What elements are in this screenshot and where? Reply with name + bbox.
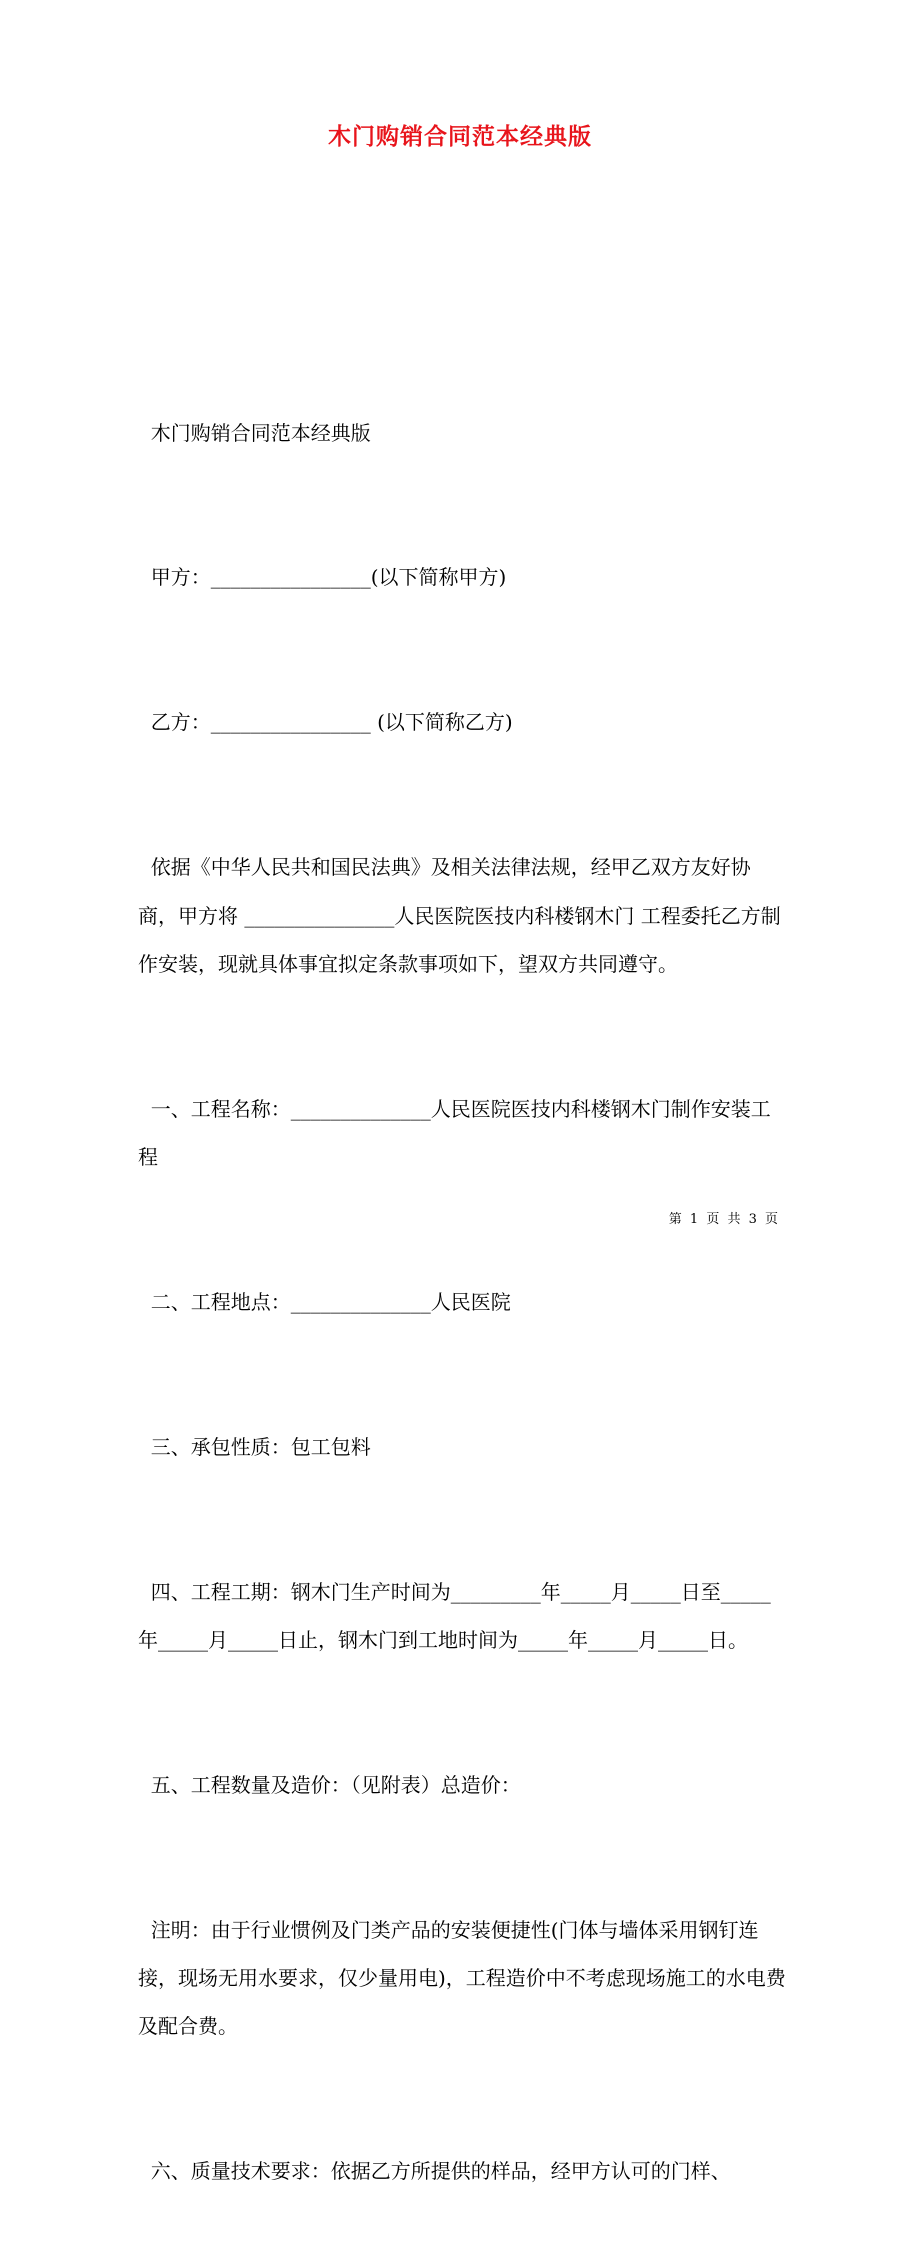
paragraph-note: 注明：由于行业惯例及门类产品的安装便捷性(门体与墙体采用钢钉连接，现场无用水要求，仅少量用电)，工程造价中不考虑现场施工的水电费及配合费。	[138, 1917, 786, 2039]
document-title: 木门购销合同范本经典版	[328, 123, 592, 150]
document-body	[138, 312, 786, 2244]
paragraph-project-name: 一、工程名称：______________人民医院医技内科楼钢木门制作安装工程	[138, 1096, 771, 1170]
paragraph-quality: 六、质量技术要求：依据乙方所提供的样品，经甲方认可的门样、	[138, 2159, 731, 2184]
paragraph-subtitle: 木门购销合同范本经典版	[138, 420, 371, 445]
paragraph-schedule: 四、工程工期：钢木门生产时间为_________年_____月_____日至_____年_____月_____日止，钢木门到工地时间为_____年_____月_____日。	[138, 1579, 771, 1653]
paragraph-project-location: 二、工程地点：______________人民医院	[138, 1289, 511, 1314]
paragraph-contract-type: 三、承包性质：包工包料	[138, 1434, 371, 1459]
page-number: 第 1 页 共 3 页	[668, 1212, 780, 1227]
paragraph-party-b: 乙方：________________ (以下简称乙方)	[138, 710, 513, 735]
paragraph-party-a: 甲方：________________(以下简称甲方)	[138, 565, 507, 590]
paragraph-quantity-price: 五、工程数量及造价：（见附表）总造价：	[138, 1772, 521, 1797]
paragraph-preamble: 依据《中华人民共和国民法典》及相关法律法规，经甲乙双方友好协商，甲方将 _______________人民医院医技内科楼钢木门 工程委托乙方制作安装，现就具体事宜拟定条款事项如下，望双方共同遵守。	[138, 855, 781, 976]
